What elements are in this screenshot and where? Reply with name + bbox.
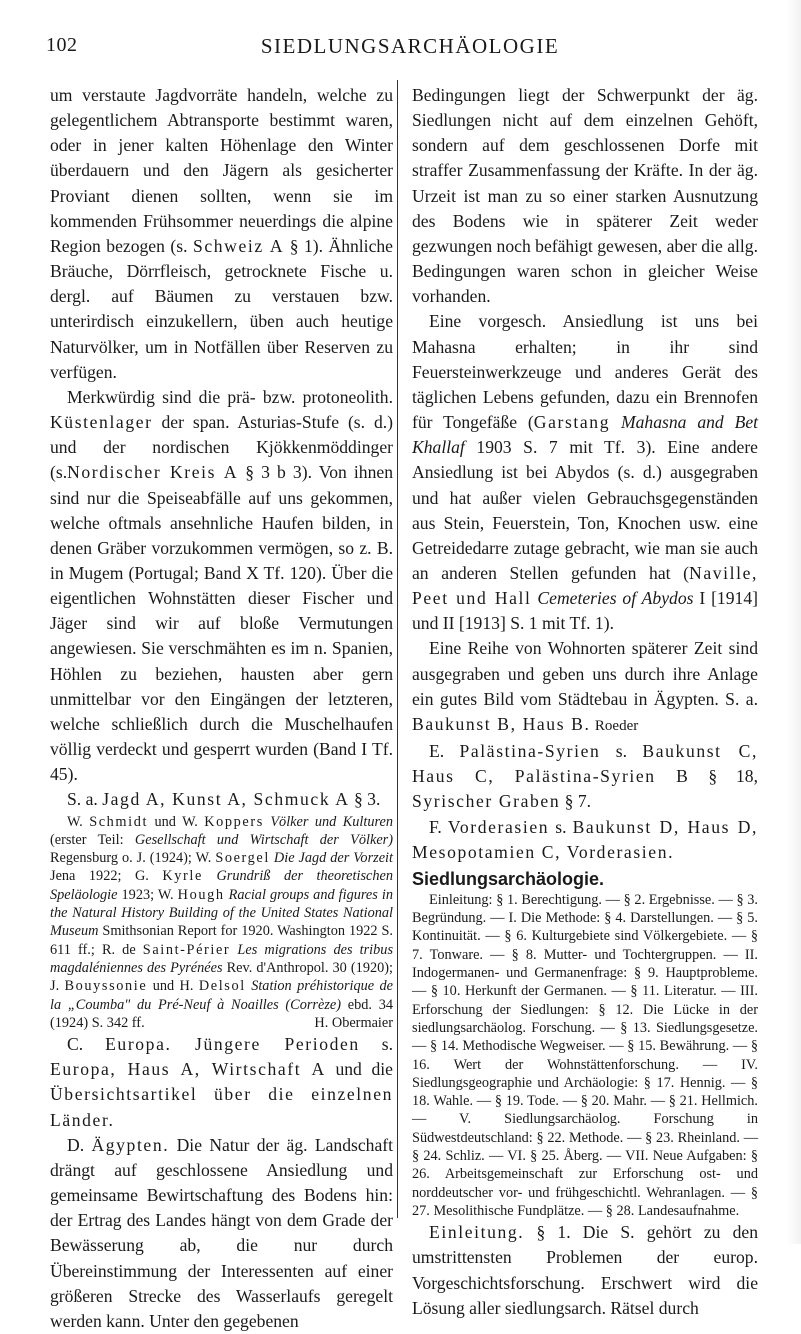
paragraph: Bedingungen liegt der Schwerpunkt der äg. Siedlungen nicht auf dem einzelnen Gehöft, sondern auf dem geschlossenen Dorfe mit straffer Zusammenfassung der Kräfte. In der äg. Urzeit ist man zu so einer starken Ausnutzung des Bodens wie in späterer Zeit weder gezwungen noch befähigt gewesen, aber die allg. Bedingungen waren schon in gleicher Weise vorhanden. xyxy=(412,85,758,307)
page-number: 102 xyxy=(46,34,78,56)
right-column xyxy=(412,83,758,1321)
paragraph: um verstaute Jagdvorräte handeln, welche zu gelegentlichem Abtransporte bestimmt waren, oder in jener kalten Höhenlage den Winter überdauern und den Jägern als gesicherter Proviant dienen sollten, wenn sie im kommenden Frühsommer neuerdings die alpine Region bezogen (s. Schweiz A § 1). Ähnliche Bräuche, Dörrfleisch, getrocknete Fische u. dergl. auf Bäumen zu verstauen bzw. unterirdisch einzukellern, üben auch heutige Naturvölker, um in Notfällen über Reserven zu verfügen. xyxy=(50,85,393,382)
page-header xyxy=(40,34,780,64)
literature-block: W. Schmidt und W. Koppers Völker und Kulturen (erster Teil: Gesellschaft und Wirtschaft der Völker) Regensburg o. J. (1924); W. Soergel Die Jagd der Vorzeit Jena 1922; G. Kyrle Grundriß der theoretischen Speläologie 1923; W. Hough Racial groups and figures in the Natural History Building of the United States National Museum Smithsonian Report for 1920. Washington 1922 S. 611 ff.; R. de Saint-Périer Les migrations des tribus magdaléniennes des Pyrénées Rev. d'Anthropol. 30 (1920); J. Bouyssonie und H. Delsol Station préhistorique de la „Coumba" du Pré-Neuf à Noailles (Corrèze) ebd. 34 (1924) S. 342 ff. H. Obermaier xyxy=(50,813,394,1031)
paragraph: Eine Reihe von Wohnorten späterer Zeit sind ausgegraben und geben uns durch ihre Anlage ein gutes Bild vom Städtebau in Ägypten. S. a. Baukunst B, Haus B. Roeder xyxy=(412,638,758,734)
running-title: SIEDLUNGSARCHÄOLOGIE xyxy=(260,34,560,58)
paragraph: S. a. Jagd A, Kunst A, Schmuck A § 3. xyxy=(67,789,381,810)
table-of-contents: Einleitung: § 1. Berechtigung. — § 2. Ergebnisse. — § 3. Begründung. — I. Die Methode: § 4. Darstellungen. — § 5. Kontinuität. — § 6. Kulturgebiete sind Völkergebiete. — § 7. Tonware. — § 8. Mutter- und Tochtergruppen. — II. Indogermanen- und Germanenfrage: § 9. Hauptprobleme. — § 10. Herkunft der Germanen. — § 11. Literatur. — III. Erforschung der Siedlungen: § 12. Die Lücke in der siedlungsarchäolog. Forschung. — § 13. Siedlungsgesetze. — § 14. Methodische Wegweiser. — § 15. Bewährung. — § 16. Wert der Wohnstättenforschung. — IV. Siedlungsgeographie und Archäologie: § 17. Hennig. — § 18. Wahle. — § 19. Tode. — § 20. Mahr. — § 21. Hellmich. — V. Siedlungsarchäolog. Forschung in Südwestdeutschland: § 22. Methode. — § 23. Rheinland. — § 24. Schliz. — VI. § 25. Åberg. — VII. Neue Aufgaben: § 26. Arbeitsgemeinschaft zur Erforschung ost- und norddeutscher vor- und frühgeschichtl. Wehranlagen. — § 27. Mesolithische Fundplätze. — § 28. Landesaufnahme. xyxy=(412,891,758,1219)
paragraph: Eine vorgesch. Ansiedlung ist uns bei Mahasna erhalten; in ihr sind Feuersteinwerkzeuge und anderes Gerät des täglichen Lebens gefunden, dazu ein Brennofen für Tongefäße (Garstang Mahasna and Bet Khallaf 1903 S. 7 mit Tf. 3). Eine andere Ansiedlung ist bei Abydos (s. d.) ausgegraben und hat außer vielen Gebrauchsgegenständen aus Stein, Feuerstein, Ton, Knochen usw. eine Getreidedarre zutage gebracht, wie man sie auch an anderen Stellen gefunden hat (Naville, Peet und Hall Cemeteries of Abydos I [1914] und II [1913] S. 1 mit Tf. 1). xyxy=(412,311,759,634)
author-signature: H. Obermaier xyxy=(314,1014,393,1031)
paragraph: Einleitung. § 1. Die S. gehört zu den umstrittensten Problemen der europ. Vorgeschichtsforschung. Erschwert wird die Lösung aller siedlungsarch. Rätsel durch xyxy=(412,1222,758,1318)
paragraph: Merkwürdig sind die prä- bzw. protoneolith. Küstenlager der span. Asturias-Stufe (s. d.) und der nordischen Kjökkenmöddinger (s.Nordischer Kreis A § 3 b 3). Von ihnen sind nur die Speiseabfälle auf uns gekommen, welche oftmals ansehnliche Haufen bilden, in denen Gräber vorzukommen vermögen, so z. B. in Mugem (Portugal; Band X Tf. 120). Über die eigentlichen Wohnstätten dieser Fischer und Jäger sind wir auf bloße Vermutungen angewiesen. Sie verschmähten es im n. Spanien, Höhlen zu beziehen, hausten aber gern unmittelbar vor den Eingängen der letzteren, welche schließlich durch die Muschelhaufen völlig verdeckt und gesperrt wurden (Band I Tf. 45). xyxy=(50,386,393,785)
paragraph: E. Palästina-Syrien s. Baukunst C, Haus C, Palästina-Syrien B § 18, Syrischer Graben § 7. xyxy=(412,741,758,812)
paragraph: F. Vorderasien s. Baukunst D, Haus D, Mesopotamien C, Vorderasien. xyxy=(412,816,759,862)
paragraph: C. Europa. Jüngere Perioden s. Europa, Haus A, Wirtschaft A und die Übersichtsartikel über die einzelnen Länder. xyxy=(50,1034,393,1130)
section-title: Siedlungsarchäologie. xyxy=(412,868,605,889)
left-column xyxy=(50,83,393,1334)
page-edge-shadow xyxy=(787,0,801,1244)
column-divider xyxy=(397,80,398,1218)
paragraph: D. Ägypten. Die Natur der äg. Landschaft drängt auf geschlossene Ansiedlung und gemeinsame Bewirtschaftung des Bodens hin: der Ertrag des Landes hängt von dem Grade der Bewässerung ab, die nur durch Übereinstimmung der Interessenten auf einer größeren Strecke des Wasserlaufs geregelt werden kann. Unter den gegebenen xyxy=(50,1134,394,1331)
